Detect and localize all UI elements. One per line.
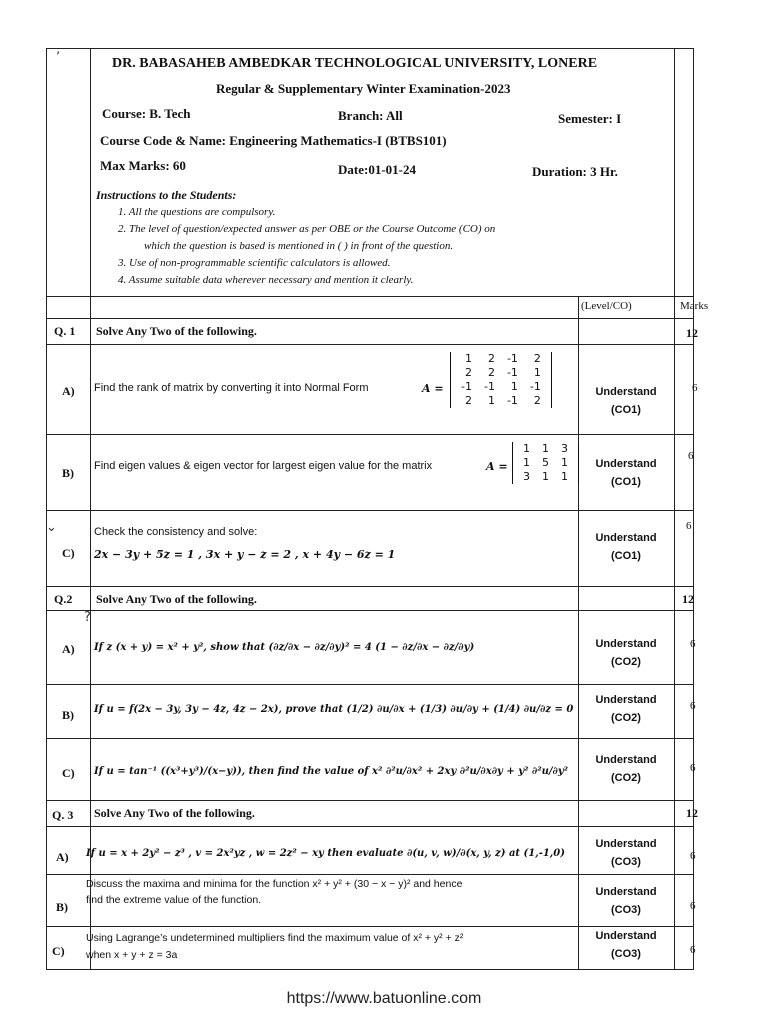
instruction-item: 1. All the questions are compulsory. — [118, 206, 276, 218]
q3c-marks: 6 — [690, 944, 696, 956]
semester: Semester: I — [558, 111, 622, 126]
q2c-level: Understand — [595, 754, 657, 766]
border-left — [46, 48, 47, 970]
q1a-co: (CO1) — [611, 404, 641, 416]
max-marks: Max Marks: 60 — [100, 158, 186, 173]
q2b-level: Understand — [595, 694, 657, 706]
q1a-matrix-cell: -1 — [483, 380, 495, 393]
q2b-co: (CO2) — [611, 712, 641, 724]
q2-marks: 12 — [682, 592, 694, 606]
q3c-text-line1: Using Lagrange’s undetermined multipliers find the maximum value of x² + y² + z² — [86, 932, 464, 944]
rule-colhead — [46, 318, 694, 319]
q1b-matrix — [512, 442, 579, 484]
rule-q3-title — [46, 826, 694, 827]
divider-level — [578, 296, 579, 970]
q3b-text-line2: find the extreme value of the function. — [86, 894, 262, 906]
q1c-marks: 6 — [686, 520, 692, 532]
q1c-text: Check the consistency and solve: — [94, 526, 258, 538]
divider-marks — [674, 48, 675, 970]
q2a-co: (CO2) — [611, 656, 641, 668]
q1b-marks: 6 — [688, 450, 694, 462]
q2a-level: Understand — [595, 638, 657, 650]
q3b-text-line1: Discuss the maxima and minima for the function x² + y² + (30 − x − y)² and hence — [86, 878, 463, 890]
q1b-matrix-cell: 3 — [561, 442, 568, 455]
q2a-marks: 6 — [690, 638, 696, 650]
instruction-item: 2. The level of question/expected answer as per OBE or the Course Outcome (CO) on — [118, 223, 496, 235]
q1a-matrix-cell: -1 — [529, 380, 541, 393]
q1a-matrix-cell: 2 — [533, 394, 541, 407]
q2c-marks: 6 — [690, 762, 696, 774]
q1-marks: 12 — [686, 326, 698, 340]
q1a-matrix-cell: -1 — [461, 380, 472, 393]
q2-number: Q.2 — [54, 592, 73, 606]
q2c-label: C) — [62, 766, 75, 780]
rule-q1a — [46, 434, 694, 435]
q1a-matrix-cell: 1 — [464, 352, 472, 365]
q3c-level: Understand — [595, 930, 657, 942]
q1b-matrix-cell: 5 — [542, 456, 549, 469]
q3a-co: (CO3) — [611, 856, 641, 868]
exam-title: Regular & Supplementary Winter Examination-2023 — [216, 81, 511, 96]
q1a-matrix-cell: -1 — [506, 352, 518, 365]
q2b-text: If u = f(2x − 3y, 3y − 4z, 4z − 2x), prove that (1/2) ∂u/∂x + (1/3) ∂u/∂y + (1/4) ∂u/∂z = 0 — [94, 704, 574, 715]
q1a-matrix-cell: 1 — [487, 394, 495, 407]
q1a-matrix-cell: -1 — [506, 394, 518, 407]
exam-date: Date:01-01-24 — [338, 162, 416, 177]
q1b-text: Find eigen values & eigen vector for largest eigen value for the matrix — [94, 460, 433, 472]
q3c-label: C) — [52, 944, 65, 958]
q1c-equations: 2x − 3y + 5z = 1 , 3x + y − z = 2 , x + 4y − 6z = 1 — [94, 548, 396, 561]
q3b-label: B) — [56, 900, 68, 914]
rule-top — [46, 48, 694, 49]
q1a-matrix-cell: -1 — [506, 366, 518, 379]
instruction-item: which the question is based is mentioned in ( ) in front of the question. — [144, 240, 454, 252]
q1a-matrix-cell: 1 — [510, 380, 518, 393]
q1b-matrix-cell: 1 — [561, 456, 568, 469]
column-level-co: (Level/CO) — [581, 300, 632, 312]
border-right — [693, 48, 694, 970]
rule-q1c — [46, 586, 694, 587]
q1a-var: A = — [422, 382, 444, 395]
column-marks: Marks — [680, 300, 709, 312]
q3c-text-line2: when x + y + z = 3a — [86, 949, 178, 961]
duration: Duration: 3 Hr. — [532, 164, 618, 179]
q1a-text: Find the rank of matrix by converting it into Normal Form — [94, 382, 369, 394]
q2a-label: A) — [62, 642, 75, 656]
q3a-text: If u = x + 2y² − z³ , v = 2x²yz , w = 2z² − xy then evaluate ∂(u, v, w)/∂(x, y, z) at (1,-1,0) — [86, 848, 565, 859]
university-name: DR. BABASAHEB AMBEDKAR TECHNOLOGICAL UNIVERSITY, LONERE — [112, 56, 598, 71]
q3-number: Q. 3 — [52, 808, 74, 822]
instruction-item: 3. Use of non-programmable scientific calculators is allowed. — [118, 257, 391, 269]
q1b-matrix-cell: 1 — [542, 470, 549, 483]
q2b-label: B) — [62, 708, 74, 722]
rule-q2b — [46, 738, 694, 739]
rule-q2c — [46, 800, 694, 801]
rule-q2-title — [46, 610, 694, 611]
q3b-co: (CO3) — [611, 904, 641, 916]
q1a-matrix-cell: 2 — [533, 352, 541, 365]
q1a-label: A) — [62, 384, 75, 398]
instruction-item: 4. Assume suitable data wherever necessary and mention it clearly. — [118, 274, 414, 286]
q1a-matrix-cell: 2 — [487, 366, 495, 379]
rule-q3b — [46, 926, 694, 927]
rule-q3a — [46, 874, 694, 875]
pen-mark: ⌄ — [46, 520, 57, 535]
course-code: Course Code & Name: Engineering Mathematics-I (BTBS101) — [100, 133, 447, 148]
q3b-level: Understand — [595, 886, 657, 898]
q3b-marks: 6 — [690, 900, 696, 912]
exam-sheet — [46, 48, 709, 970]
q1c-level: Understand — [595, 532, 657, 544]
footer-url: https://www.batuonline.com — [286, 990, 482, 1007]
q1b-matrix-cell: 1 — [542, 442, 549, 455]
q1b-level: Understand — [595, 458, 657, 470]
q3a-level: Understand — [595, 838, 657, 850]
q1a-matrix — [450, 352, 552, 408]
rule-q1-title — [46, 344, 694, 345]
q1b-matrix-cell: 1 — [561, 470, 568, 483]
rule-instructions — [46, 296, 694, 297]
q1c-label: C) — [62, 546, 75, 560]
q1a-matrix-cell: 2 — [464, 366, 472, 379]
q1a-matrix-cell: 2 — [487, 352, 495, 365]
q1b-var: A = — [486, 460, 508, 473]
q3c-co: (CO3) — [611, 948, 641, 960]
q2-title: Solve Any Two of the following. — [96, 592, 257, 606]
branch: Branch: All — [338, 108, 403, 123]
q1b-matrix-cell: 1 — [523, 442, 530, 455]
q2c-text: If u = tan⁻¹ ((x³+y³)/(x−y)), then find the value of x² ∂²u/∂x² + 2xy ∂²u/∂x∂y + y² ∂²u/∂y² — [94, 766, 569, 777]
q1b-matrix-cell: 1 — [523, 456, 530, 469]
q3-title: Solve Any Two of the following. — [94, 806, 255, 820]
divider-qno — [90, 48, 91, 970]
q1a-matrix-cell: 2 — [464, 394, 472, 407]
rule-bottom — [46, 969, 694, 970]
q1b-co: (CO1) — [611, 476, 641, 488]
q2a-text: If z (x + y) = x² + y², show that (∂z/∂x − ∂z/∂y)² = 4 (1 − ∂z/∂x − ∂z/∂y) — [94, 642, 475, 653]
q2b-marks: 6 — [690, 700, 696, 712]
q3a-label: A) — [56, 850, 69, 864]
q3-marks: 12 — [686, 806, 698, 820]
pen-mark: ? — [84, 610, 91, 625]
q1b-label: B) — [62, 466, 74, 480]
q1a-matrix-cell: 1 — [533, 366, 541, 379]
course: Course: B. Tech — [102, 106, 191, 121]
q1b-matrix-cell: 3 — [523, 470, 530, 483]
pen-mark: ʼ — [56, 50, 61, 65]
rule-q2a — [46, 684, 694, 685]
q1c-co: (CO1) — [611, 550, 641, 562]
instructions-title: Instructions to the Students: — [96, 188, 237, 202]
rule-q1b — [46, 510, 694, 511]
q1a-marks: 6 — [692, 382, 698, 394]
q3a-marks: 6 — [690, 850, 696, 862]
q1-title: Solve Any Two of the following. — [96, 324, 257, 338]
q1a-level: Understand — [595, 386, 657, 398]
q2c-co: (CO2) — [611, 772, 641, 784]
q1-number: Q. 1 — [54, 324, 76, 338]
